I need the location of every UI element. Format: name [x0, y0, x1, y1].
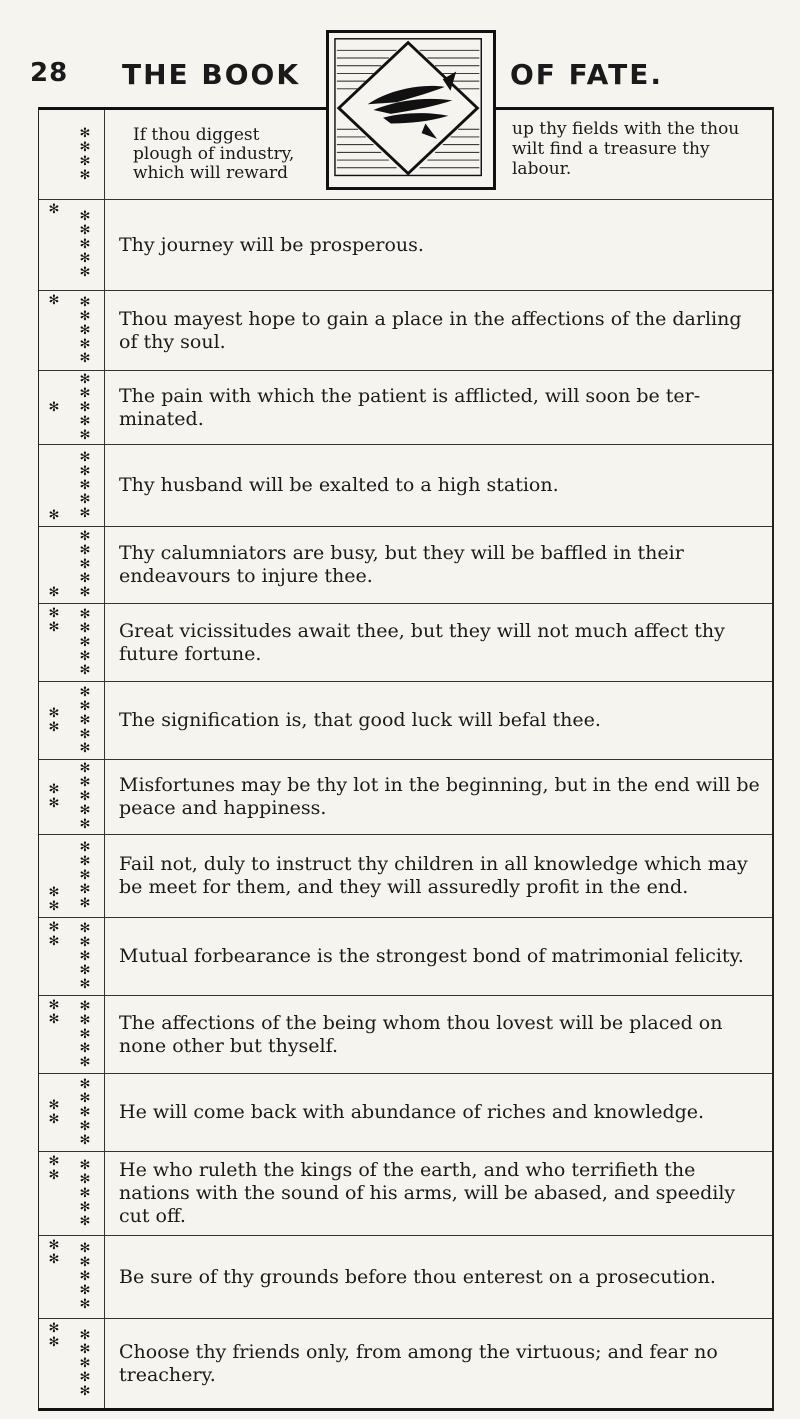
pyramid-emblem-svg [329, 33, 493, 187]
symbol-column-left: ✻ ✻ [48, 606, 60, 635]
symbol-column-left: ✻ [48, 508, 60, 523]
oracle-text: Great vicissitudes await thee, but they will not much affect thy future fortune. [119, 619, 725, 665]
symbol-cell [39, 200, 105, 290]
symbol-column-left: ✻ ✻ [48, 998, 60, 1027]
symbol-cell [39, 996, 105, 1073]
symbol-cell [39, 445, 105, 526]
oracle-row [39, 1236, 772, 1319]
symbol-column-right: ✻ ✻ ✻ ✻ ✻ [79, 684, 91, 756]
symbol-column-left: ✻ ✻ [48, 1154, 60, 1183]
symbol-column-left: ✻ ✻ [48, 705, 60, 735]
symbol-cell [39, 110, 105, 199]
symbol-column-right: ✻ ✻ ✻ ✻ ✻ [79, 1327, 91, 1399]
symbol-column-right: ✻ ✻ ✻ ✻ ✻ [79, 1241, 91, 1312]
symbol-column-left: ✻ ✻ [48, 782, 60, 811]
symbol-column-right: ✻ ✻ ✻ ✻ ✻ [79, 371, 91, 443]
oracle-row [39, 682, 772, 760]
oracle-text: The affections of the being whom thou lovest will be placed on none other but thyself. [119, 1011, 723, 1057]
oracle-row [39, 1074, 772, 1152]
oracle-text: Fail not, duly to instruct thy children in all knowledge which may be meet for them, and they will assuredly profit in the end. [119, 853, 748, 898]
symbol-column-right: ✻ ✻ ✻ ✻ ✻ [79, 294, 91, 366]
symbol-cell [39, 371, 105, 444]
oracle-row [39, 445, 772, 527]
symbol-column-left: ✻ [48, 399, 60, 415]
symbol-column-right: ✻ ✻ ✻ ✻ ✻ [79, 1157, 91, 1229]
running-title-right: OF FATE. [510, 58, 663, 91]
oracle-text: Misfortunes may be thy lot in the beginning, but in the end will be peace and happiness. [119, 774, 760, 819]
symbol-cell [39, 1152, 105, 1235]
symbol-column-left: ✻ ✻ [48, 1238, 60, 1267]
symbol-column-left: ✻ [48, 202, 60, 217]
oracle-row [39, 1319, 772, 1408]
oracle-text: Be sure of thy grounds before thou enterest on a prosecution. [119, 1265, 716, 1288]
oracle-text: The signification is, that good luck will befal thee. [119, 709, 601, 731]
symbol-column-right: ✻ ✻ ✻ ✻ ✻ [79, 209, 91, 280]
oracle-text: Thy calumniators are busy, but they will be baffled in their endeavours to injure thee. [119, 542, 684, 587]
oracle-row [39, 1152, 772, 1236]
symbol-column-left: ✻ ✻ [48, 1321, 60, 1350]
oracle-text: Thy journey will be prosperous. [119, 233, 424, 256]
symbol-column-left [39, 110, 69, 199]
symbol-cell [39, 1236, 105, 1318]
symbol-column-right: ✻ ✻ ✻ ✻ [79, 125, 91, 183]
symbol-column-right: ✻ ✻ ✻ ✻ ✻ [79, 529, 91, 600]
oracle-text: He will come back with abundance of riches and knowledge. [119, 1101, 705, 1123]
oracle-row [39, 835, 772, 918]
oracle-row [39, 371, 772, 445]
symbol-cell [39, 291, 105, 370]
symbol-column-right: ✻ ✻ ✻ ✻ ✻ [79, 761, 91, 832]
symbol-column-left: ✻ [48, 585, 60, 600]
symbol-column-right: ✻ ✻ ✻ ✻ ✻ [79, 1076, 91, 1148]
oracle-text: Mutual forbearance is the strongest bond of matrimonial felicity. [119, 945, 744, 967]
oracle-text: He who ruleth the kings of the earth, and who terrifieth the nations with the sound of his arms, will be abased, and speedily cut off. [119, 1159, 736, 1227]
symbol-column-left: ✻ ✻ [48, 885, 60, 914]
oracle-text: Thou mayest hope to gain a place in the affections of the darling of thy soul. [119, 307, 742, 353]
oracle-text: The pain with which the patient is afflicted, will soon be ter-minated. [119, 384, 701, 430]
symbol-cell [39, 1074, 105, 1151]
symbol-cell [39, 682, 105, 759]
symbol-column-right: ✻ ✻ ✻ ✻ ✻ [79, 449, 91, 521]
symbol-cell [39, 527, 105, 603]
symbol-cell [39, 918, 105, 995]
symbol-column-right: ✻ ✻ ✻ ✻ ✻ [79, 606, 91, 678]
pyramid-emblem-icon [326, 30, 496, 190]
oracle-text: Choose thy friends only, from among the virtuous; and fear no treachery. [119, 1340, 718, 1386]
running-title-left: THE BOOK [122, 58, 301, 91]
symbol-cell [39, 1319, 105, 1408]
symbol-column-right: ✻ ✻ ✻ ✻ ✻ [79, 840, 91, 911]
symbol-column-right: ✻ ✻ ✻ ✻ ✻ [79, 998, 91, 1070]
oracle-row [39, 200, 772, 291]
oracle-table [38, 107, 774, 1411]
oracle-row [39, 291, 772, 371]
symbol-cell [39, 835, 105, 917]
oracle-row [39, 760, 772, 835]
symbol-column-left: ✻ ✻ [48, 1097, 60, 1127]
oracle-text: Thy husband will be exalted to a high station. [119, 474, 559, 496]
oracle-row [39, 527, 772, 604]
page-number: 28 [30, 58, 69, 88]
symbol-column-left: ✻ [48, 293, 60, 308]
oracle-text-right: up thy fields with the thou wilt find a treasure thy labour. [512, 119, 740, 179]
oracle-row [39, 604, 772, 682]
oracle-row [39, 918, 772, 996]
symbol-cell [39, 604, 105, 681]
symbol-column-right: ✻ ✻ ✻ ✻ ✻ [79, 920, 91, 992]
symbol-cell [39, 760, 105, 834]
oracle-text-left: If thou diggest plough of industry, which will reward [133, 125, 295, 183]
symbol-column-left: ✻ ✻ [48, 920, 60, 949]
oracle-row [39, 996, 772, 1074]
